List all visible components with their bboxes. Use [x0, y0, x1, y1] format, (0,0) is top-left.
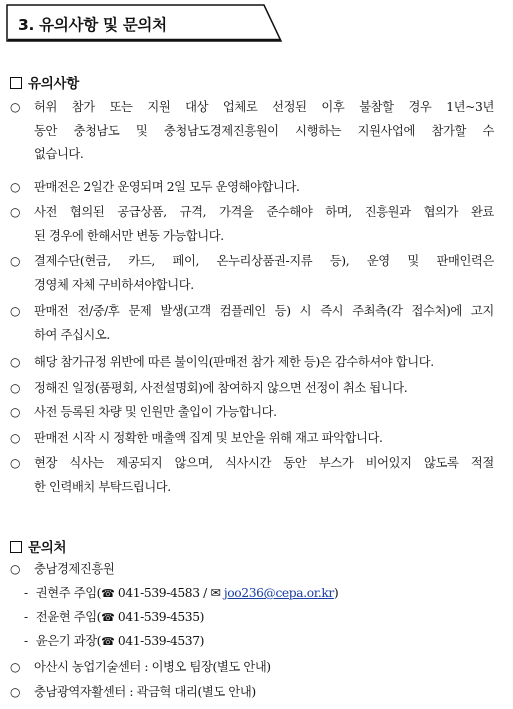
phone-icon: ☎ — [101, 587, 115, 600]
circle-bullet-icon: ○ — [10, 562, 21, 576]
note-word: 동안 — [283, 456, 307, 470]
note-word: 완료 — [470, 205, 494, 219]
phone-icon: ☎ — [101, 635, 115, 648]
note-word: 발생(고객 — [160, 304, 211, 318]
contact-heading — [10, 536, 66, 556]
note-line — [34, 120, 494, 144]
note-item — [10, 201, 494, 248]
note-item — [10, 401, 494, 425]
note-word: 수 — [482, 123, 494, 138]
contact-person-1: - 권현주 주임(☎ 041-539-4583 / ✉ joo236@cepa.or.kr) — [24, 586, 339, 600]
note-word: 업체로 — [222, 100, 258, 114]
note-line — [34, 300, 494, 324]
note-word: 결제수단(현금, — [34, 254, 111, 268]
note-word: 문제 — [128, 304, 152, 318]
note-word: 등), — [329, 254, 350, 268]
checkbox-square-icon — [10, 541, 22, 553]
note-word: 지원사업에 — [357, 123, 415, 138]
note-word: 비어있지 — [365, 456, 412, 470]
circle-bullet-icon: ○ — [10, 254, 21, 268]
note-line — [34, 201, 494, 225]
note-word: 1년~3년 — [446, 100, 494, 114]
circle-bullet-icon: ○ — [10, 431, 21, 445]
notes-heading-label: 유의사항 — [28, 76, 79, 92]
note-word: 적절 — [470, 456, 494, 470]
note-line: 된 경우에 한해서만 변동 가능합니다. — [34, 228, 224, 243]
contact-person-2: - 전윤현 주임(☎ 041-539-4535) — [24, 610, 205, 624]
checkbox-square-icon — [10, 77, 22, 89]
note-word: 등) — [274, 304, 291, 318]
note-line: 한 인력배치 부탁드립니다. — [34, 479, 171, 494]
note-word: 주최측(각 — [352, 304, 403, 318]
note-word: 이후 — [321, 100, 345, 114]
section-header — [6, 4, 282, 42]
note-word: 컴플레인 — [219, 304, 266, 318]
org-line: 아산시 농업기술센터 : 이병오 팀장(별도 안내) — [34, 660, 271, 674]
note-word: 시행하는 — [295, 123, 342, 138]
note-item — [10, 300, 494, 347]
separator: / — [203, 586, 207, 600]
note-word: 진흥원과 — [364, 205, 411, 219]
note-word: 판매인력은 — [436, 254, 494, 268]
note-word: 및 — [135, 123, 148, 138]
note-word: 허위 — [34, 100, 57, 114]
note-word: 규격, — [179, 205, 207, 219]
email-link[interactable]: joo236@cepa.or.kr — [223, 586, 334, 600]
note-line: 판매전은 2일간 운영되며 2일 모두 운영해야합니다. — [34, 180, 300, 194]
note-line — [34, 250, 494, 274]
note-word: 페이, — [172, 254, 199, 268]
page-title: 3. 유의사항 및 문의처 — [18, 16, 167, 34]
note-word: 사전 — [34, 205, 57, 219]
note-word: 시 — [299, 304, 312, 318]
circle-bullet-icon: ○ — [10, 100, 21, 114]
note-word: 접수처)에 — [411, 304, 462, 318]
note-line: 정해진 일정(품평회, 사전설명회)에 참여하지 않으면 선정이 취소 됩니다. — [34, 381, 408, 395]
note-word: 않으며, — [174, 456, 213, 470]
note-item — [10, 377, 494, 401]
notes-heading — [10, 72, 79, 92]
circle-bullet-icon: ○ — [10, 180, 21, 194]
note-word: 가격을 — [219, 205, 254, 219]
contact-person-3: - 윤은기 과장(☎ 041-539-4537) — [24, 634, 205, 648]
note-item — [10, 250, 494, 297]
mail-icon: ✉ — [210, 586, 221, 600]
note-word: 동안 — [34, 123, 57, 138]
note-item — [10, 176, 494, 200]
note-word: 않도록 — [424, 456, 459, 470]
note-word: 온누리상품권-지류 — [216, 254, 313, 268]
note-word: 식사는 — [69, 456, 104, 470]
note-word: 대상 — [185, 100, 209, 114]
note-word: 참가 — [71, 100, 95, 114]
phone-icon: ☎ — [101, 611, 115, 624]
note-word: 전/중/후 — [77, 304, 120, 318]
phone-number: 041-539-4583 — [117, 586, 200, 600]
note-word: 경우 — [408, 100, 432, 114]
note-word: 불참할 — [359, 100, 394, 114]
note-word: 즉시 — [320, 304, 344, 318]
note-word: 판매전 — [34, 304, 69, 318]
note-line: 판매전 시작 시 정확한 매출액 집계 및 보안을 위해 재고 파악합니다. — [34, 431, 383, 445]
circle-bullet-icon: ○ — [10, 381, 21, 395]
phone-number: 041-539-4535) — [117, 610, 205, 624]
note-word: 식사시간 — [225, 456, 271, 470]
contact-org-asan — [10, 656, 494, 680]
note-word: 지원 — [147, 100, 171, 114]
person-name: 윤은기 과장( — [35, 634, 102, 648]
note-word: 참가할 — [431, 123, 466, 138]
contact-heading-label: 문의처 — [28, 540, 67, 556]
circle-bullet-icon: ○ — [10, 205, 21, 219]
note-line: 사전 등록된 차량 및 인원만 출입이 가능합니다. — [34, 405, 277, 419]
org-name: 충남경제진흥원 — [34, 562, 115, 576]
note-word: 제공되지 — [116, 456, 163, 470]
circle-bullet-icon: ○ — [10, 660, 21, 674]
note-word: 협의가 — [423, 205, 458, 219]
org-line: 충남광역자활센터 : 곽금혁 대리(별도 안내) — [34, 685, 256, 699]
note-item — [10, 427, 494, 451]
circle-bullet-icon: ○ — [10, 304, 21, 318]
note-item — [10, 96, 494, 167]
note-word: 충청남도경제진흥원이 — [163, 123, 279, 138]
circle-bullet-icon: ○ — [10, 456, 21, 470]
circle-bullet-icon: ○ — [10, 355, 21, 369]
note-line: 하여 주십시오. — [34, 327, 110, 342]
note-word: 하며, — [325, 205, 352, 219]
person-name: 권현주 주임( — [35, 586, 102, 600]
note-word: 준수해야 — [266, 205, 313, 219]
note-word: 현장 — [34, 456, 57, 470]
note-line: 경영체 자체 구비하셔야합니다. — [34, 277, 194, 292]
note-word: 공급상품, — [117, 205, 167, 219]
close-paren: ) — [333, 586, 339, 600]
note-line — [34, 96, 494, 120]
note-word: 운영 — [366, 254, 390, 268]
note-word: 선정된 — [272, 100, 307, 114]
note-word: 충청남도 — [73, 123, 120, 138]
contact-org-selfsupport — [10, 681, 494, 705]
circle-bullet-icon: ○ — [10, 685, 21, 699]
note-line: 없습니다. — [34, 147, 84, 161]
circle-bullet-icon: ○ — [10, 405, 21, 419]
note-word: 고지 — [470, 304, 494, 318]
note-word: 또는 — [109, 100, 133, 114]
phone-number: 041-539-4537) — [117, 634, 205, 648]
note-word: 카드, — [128, 254, 155, 268]
note-word: 및 — [407, 254, 419, 268]
person-name: 전윤현 주임( — [35, 610, 102, 624]
note-line: 해당 참가규정 위반에 따른 불이익(판매전 참가 제한 등)은 감수하셔야 합니다. — [34, 355, 434, 369]
note-word: 협의된 — [69, 205, 105, 219]
note-item — [10, 452, 494, 499]
note-line — [34, 452, 494, 476]
contact-org-cepa — [10, 558, 494, 582]
note-word: 부스가 — [318, 456, 354, 470]
note-item — [10, 351, 494, 375]
